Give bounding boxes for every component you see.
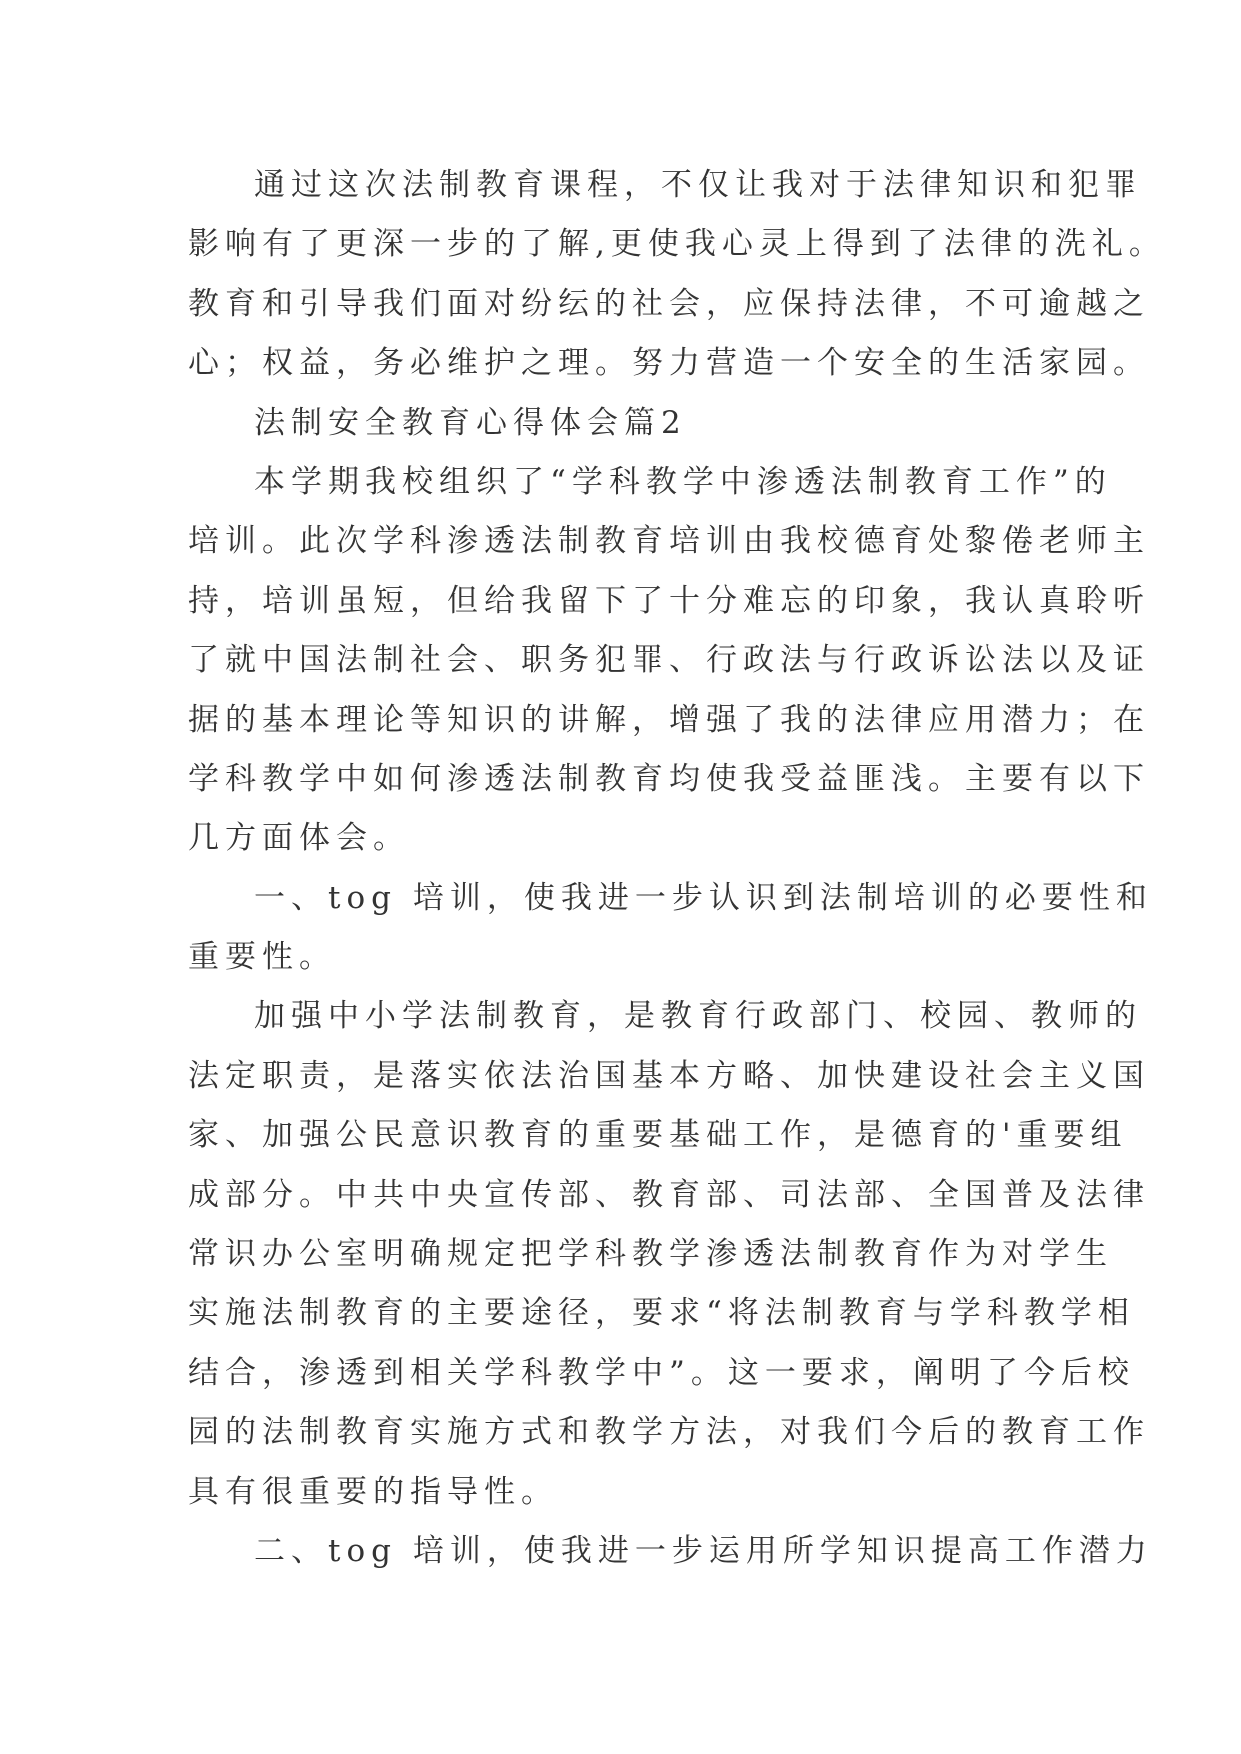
paragraph-line: 二、tog 培训，使我进一步运用所学知识提高工作潜力	[254, 1532, 1153, 1569]
paragraph-line: 据的基本理论等知识的讲解，增强了我的法律应用潜力；在	[188, 701, 1150, 738]
section-heading: 法制安全教育心得体会篇2	[254, 404, 687, 441]
paragraph-line: 成部分。中共中央宣传部、教育部、司法部、全国普及法律	[188, 1176, 1150, 1213]
paragraph-line: 教育和引导我们面对纷纭的社会，应保持法律，不可逾越之	[188, 285, 1150, 322]
document-body	[188, 156, 1166, 1581]
paragraph-line: 持，培训虽短，但给我留下了十分难忘的印象，我认真聆听	[188, 582, 1150, 619]
paragraph-line: 了就中国法制社会、职务犯罪、行政法与行政诉讼法以及证	[188, 642, 1150, 679]
paragraph-line: 法定职责，是落实依法治国基本方略、加快建设社会主义国	[188, 1057, 1150, 1094]
paragraph-line: 家、加强公民意识教育的重要基础工作，是德育的'重要组	[188, 1117, 1128, 1154]
paragraph-line: 心；权益，务必维护之理。努力营造一个安全的生活家园。	[188, 345, 1150, 382]
paragraph-line: 加强中小学法制教育，是教育行政部门、校园、教师的	[254, 998, 1142, 1035]
paragraph-line: 结合，渗透到相关学科教学中”。这一要求，阐明了今后校	[188, 1354, 1135, 1391]
paragraph-line: 通过这次法制教育课程，不仅让我对于法律知识和犯罪	[254, 167, 1142, 203]
paragraph-line: 常识办公室明确规定把学科教学渗透法制教育作为对学生	[188, 1236, 1113, 1273]
paragraph-line: 一、tog 培训，使我进一步认识到法制培训的必要性和	[254, 879, 1153, 916]
paragraph-line: 具有很重要的指导性。	[188, 1473, 558, 1510]
paragraph-line: 几方面体会。	[188, 820, 410, 857]
paragraph-line: 学科教学中如何渗透法制教育均使我受益匪浅。主要有以下	[188, 760, 1150, 797]
paragraph-line: 实施法制教育的主要途径，要求“将法制教育与学科教学相	[188, 1295, 1135, 1332]
paragraph-line: 培训。此次学科渗透法制教育培训由我校德育处黎倦老师主	[188, 523, 1150, 560]
paragraph-line: 重要性。	[188, 939, 336, 976]
paragraph-line: 园的法制教育实施方式和教学方法，对我们今后的教育工作	[188, 1414, 1150, 1451]
paragraph-line: 本学期我校组织了“学科教学中渗透法制教育工作”的	[254, 463, 1112, 500]
paragraph-line: 影响有了更深一步的了解,更使我心灵上得到了法律的洗礼。	[188, 226, 1166, 263]
